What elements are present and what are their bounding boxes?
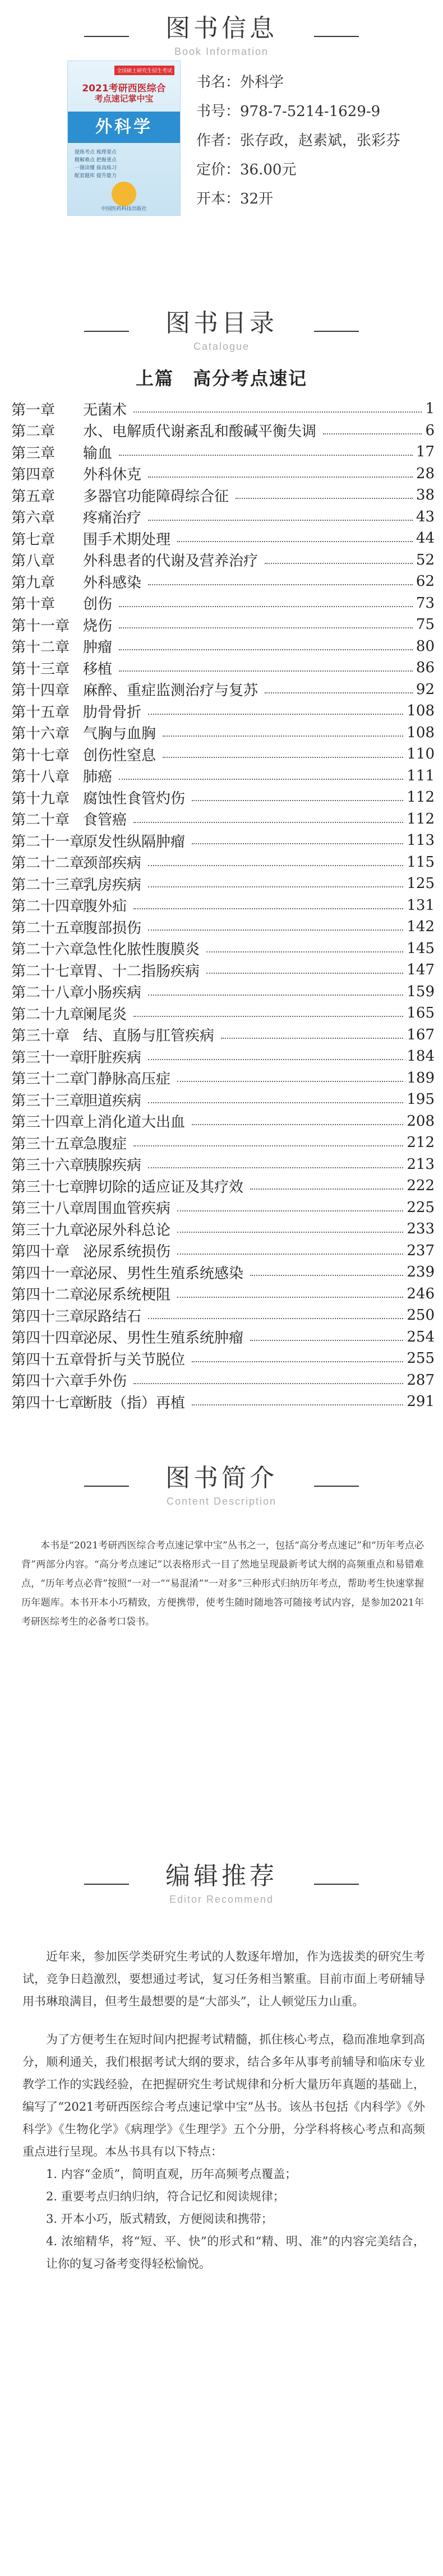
toc-chapter-title: 泌尿外科总论 [83, 1222, 171, 1239]
toc-leader-dots [148, 1059, 403, 1060]
toc-page-number: 113 [407, 832, 435, 849]
toc-leader-dots [148, 865, 403, 866]
book-format: 开本：32开 [196, 191, 274, 207]
toc-chapter-number: 第九章 [11, 574, 56, 591]
toc-chapter-number: 第三十三章 [11, 1092, 85, 1109]
toc-row [11, 484, 435, 506]
toc-chapter-title: 急性化脓性腹膜炎 [83, 941, 200, 959]
recommend-item: 1. 内容“金质”，简明直观，历年高频考点覆盖； [46, 2167, 297, 2181]
toc-row [11, 1326, 435, 1348]
toc-leader-dots [206, 973, 403, 974]
toc-chapter-title: 腹外疝 [83, 898, 127, 915]
toc-row [11, 1218, 435, 1240]
toc-page-number: 92 [416, 681, 435, 698]
toc-chapter-title: 无菌术 [83, 401, 127, 419]
toc-chapter-title: 小肠疾病 [83, 984, 142, 1002]
toc-row [11, 1348, 435, 1370]
toc-chapter-number: 第二十二章 [11, 855, 85, 872]
toc-chapter-title: 烧伤 [83, 617, 113, 635]
toc-chapter-title: 上消化道大出血 [83, 1114, 186, 1131]
toc-leader-dots [250, 1188, 403, 1190]
toc-chapter-number: 第十七章 [11, 747, 70, 764]
toc-row [11, 830, 435, 852]
toc-chapter-title: 疼痛治疗 [83, 510, 142, 527]
toc-chapter-number: 第十三章 [11, 660, 70, 678]
recommend-paragraph: 为了方便考生在短时间内把握考试精髓，抓住核心考点，稳而准地拿到高分，顺利通关，我们根据考试大纲的要求，结合多年从事考前辅导和临床专业教学工作的实践经验，在把握研究生考试规律和分析大量历年真题的基础上，编写了“2021考研西医综合考点速记掌中宝”丛书。该丛书包括《内科学》《外科学》《生物化学》《病理学》《生理学》五个分册，分学科将核心考点和高频重点进行呈现。本丛书具有以下特点： [22, 2033, 425, 2158]
cover-seal-graphic [112, 182, 136, 206]
toc-row [11, 743, 435, 765]
book-info-header [0, 8, 443, 58]
toc-page-number: 110 [407, 746, 435, 763]
toc-chapter-title: 围手术期处理 [83, 531, 171, 548]
divider-right [314, 36, 359, 37]
toc-page-number: 165 [407, 1005, 435, 1022]
toc-page-number: 17 [416, 443, 435, 461]
toc-chapter-title: 麻醉、重症监测治疗与复苏 [83, 682, 259, 700]
toc-page-number: 115 [407, 853, 435, 871]
toc-chapter-title: 门静脉高压症 [83, 1071, 171, 1088]
toc-page-number: 167 [407, 1026, 435, 1043]
toc-row [11, 808, 435, 830]
toc-row [11, 1391, 435, 1413]
toc-row [11, 1132, 435, 1154]
toc-page-number: 291 [407, 1393, 435, 1410]
toc-leader-dots [148, 929, 403, 931]
book-authors: 作者：张存政，赵素斌，张彩芬 [196, 132, 401, 149]
toc-row [11, 852, 435, 873]
toc-page-number: 112 [407, 810, 435, 827]
toc-leader-dots [163, 757, 403, 758]
toc-chapter-title: 乳房疾病 [83, 876, 142, 894]
toc-leader-dots [148, 1102, 403, 1103]
toc-page-number: 75 [416, 616, 435, 633]
toc-leader-dots [148, 477, 413, 478]
toc-chapter-number: 第二十四章 [11, 898, 85, 915]
toc-leader-dots [119, 606, 413, 607]
toc-row [11, 1370, 435, 1391]
toc-leader-dots [265, 563, 413, 564]
toc-leader-dots [119, 779, 403, 780]
divider-right [314, 1486, 359, 1487]
toc-chapter-number: 第三十二章 [11, 1071, 85, 1088]
cover-badge: 全国硕士研究生招生考试 [114, 66, 174, 75]
toc-chapter-number: 第七章 [11, 531, 56, 548]
toc-page-number: 108 [407, 702, 435, 720]
toc-chapter-number: 第二十八章 [11, 984, 85, 1002]
toc-leader-dots [119, 455, 413, 456]
toc-chapter-number: 第三十八章 [11, 1200, 85, 1218]
toc-row [11, 1154, 435, 1176]
divider-right [314, 1884, 359, 1885]
toc-leader-dots [192, 1404, 403, 1405]
toc-page-number: 73 [416, 594, 435, 612]
toc-page-number: 222 [407, 1177, 435, 1195]
toc-row [11, 506, 435, 528]
toc-row [11, 873, 435, 895]
toc-chapter-title: 脾切除的适应证及其疗效 [83, 1178, 244, 1196]
toc-page-number: 208 [407, 1112, 435, 1130]
toc-row [11, 765, 435, 787]
toc-leader-dots [119, 627, 413, 628]
table-of-contents [11, 398, 435, 1413]
toc-page-number: 225 [407, 1199, 435, 1216]
divider-right [314, 331, 359, 332]
toc-page-number: 80 [416, 637, 435, 655]
toc-row [11, 1175, 435, 1197]
toc-row [11, 528, 435, 549]
toc-row [11, 1002, 435, 1024]
toc-row [11, 636, 435, 658]
toc-chapter-title: 原发性纵隔肿瘤 [83, 833, 186, 850]
toc-chapter-number: 第六章 [11, 510, 56, 527]
toc-page-number: 255 [407, 1350, 435, 1367]
toc-chapter-title: 肝脏疾病 [83, 1049, 142, 1066]
toc-chapter-number: 第二十七章 [11, 963, 85, 980]
toc-chapter-title: 水、电解质代谢紊乱和酸碱平衡失调 [83, 423, 317, 441]
toc-leader-dots [265, 692, 413, 693]
recommend-item: 3. 开本小巧，版式精致，方便阅读和携带； [46, 2212, 273, 2226]
toc-leader-dots [192, 1124, 403, 1125]
toc-page-number: 184 [407, 1048, 435, 1065]
toc-chapter-title: 移植 [83, 660, 113, 678]
toc-row [11, 981, 435, 1003]
divider-left [84, 1486, 129, 1487]
toc-leader-dots [177, 1254, 403, 1255]
toc-leader-dots [206, 951, 403, 952]
toc-page-number: 212 [407, 1134, 435, 1151]
toc-chapter-number: 第十八章 [11, 769, 70, 786]
toc-page-number: 189 [407, 1069, 435, 1086]
toc-chapter-number: 第四十五章 [11, 1351, 85, 1368]
toc-page-number: 254 [407, 1328, 435, 1345]
toc-row [11, 1111, 435, 1132]
toc-chapter-title: 骨折与关节脱位 [83, 1351, 186, 1368]
toc-row [11, 1046, 435, 1067]
divider-left [84, 36, 129, 37]
toc-chapter-number: 第四十四章 [11, 1330, 85, 1347]
toc-row [11, 571, 435, 593]
toc-chapter-number: 第三十一章 [11, 1049, 85, 1066]
toc-chapter-number: 第十章 [11, 596, 56, 613]
toc-row [11, 657, 435, 679]
toc-leader-dots [133, 1383, 403, 1384]
toc-leader-dots [148, 995, 403, 996]
toc-row [11, 895, 435, 917]
toc-chapter-title: 气胸与血胸 [83, 725, 156, 743]
toc-row [11, 398, 435, 420]
toc-chapter-number: 第四十七章 [11, 1394, 85, 1412]
cover-bullet: 配套题库 提升能力 [75, 173, 117, 179]
toc-leader-dots [323, 433, 422, 434]
toc-row [11, 700, 435, 722]
toc-row [11, 420, 435, 442]
toc-chapter-number: 第四十六章 [11, 1373, 85, 1390]
toc-row [11, 679, 435, 701]
toc-chapter-number: 第八章 [11, 553, 56, 570]
toc-chapter-number: 第三章 [11, 445, 56, 462]
toc-leader-dots [148, 714, 403, 715]
section-title: 图书简介 [165, 1464, 278, 1492]
toc-row [11, 441, 435, 463]
section-title: 图书信息 [165, 14, 278, 43]
toc-page-number: 213 [407, 1155, 435, 1173]
toc-page-number: 62 [416, 573, 435, 590]
recommend-item: 2. 重要考点归纳归纳，符合记忆和阅读规律； [46, 2190, 285, 2203]
toc-chapter-title: 肺癌 [83, 769, 113, 786]
toc-page-number: 112 [407, 789, 435, 806]
toc-page-number: 38 [416, 487, 435, 504]
toc-row [11, 1283, 435, 1305]
toc-leader-dots [148, 886, 403, 887]
toc-chapter-title: 胃、十二指肠疾病 [83, 963, 200, 980]
toc-leader-dots [236, 498, 413, 499]
divider-left [84, 331, 129, 332]
cover-title-line1: 2021考研西医综合 [82, 83, 166, 94]
toc-chapter-title: 胰腺疾病 [83, 1157, 142, 1174]
part-title: 上篇 高分考点速记 [135, 368, 307, 389]
toc-chapter-title: 阑尾炎 [83, 1006, 127, 1023]
divider-left [84, 1884, 129, 1885]
toc-page-number: 44 [416, 530, 435, 547]
toc-page-number: 159 [407, 983, 435, 1000]
toc-leader-dots [133, 1145, 403, 1146]
toc-chapter-number: 第一章 [11, 401, 56, 419]
toc-chapter-number: 第十六章 [11, 725, 70, 743]
toc-chapter-title: 腹部损伤 [83, 919, 142, 937]
toc-chapter-number: 第十四章 [11, 682, 70, 700]
toc-page-number: 43 [416, 508, 435, 525]
toc-chapter-number: 第三十四章 [11, 1114, 85, 1131]
toc-leader-dots [119, 670, 413, 672]
toc-chapter-number: 第二十五章 [11, 919, 85, 937]
toc-row [11, 1067, 435, 1089]
toc-chapter-title: 外科感染 [83, 574, 142, 591]
toc-row [11, 1261, 435, 1283]
toc-page-number: 237 [407, 1242, 435, 1259]
toc-leader-dots [163, 736, 403, 737]
intro-text: 本书是“2021考研西医综合考点速记掌中宝”丛书之一，包括“高分考点速记”和“历年考点必背”两部分内容。“高分考点速记”以表格形式一目了然地呈现最新考试大纲的高频重点和易错难点，“历年考点必背”按照“一对一”“易混淆”“一对多”三种形式归纳历年考点，帮助考生快速掌握历年题库。本书开本小巧精致，方便携带，使考生随时随地答可随接考试内容，是参加2021年考研医综考生的必备考口袋书。 [21, 1540, 424, 1627]
toc-leader-dots [148, 1167, 403, 1168]
toc-leader-dots [192, 843, 403, 844]
cover-publisher: 中国医药科技出版社 [101, 206, 147, 212]
toc-chapter-title: 外科休克 [83, 466, 142, 484]
toc-chapter-title: 创伤性窒息 [83, 747, 156, 764]
toc-chapter-number: 第四十三章 [11, 1308, 85, 1325]
toc-leader-dots [148, 1318, 403, 1319]
cover-title-line2: 考点速记掌中宝 [94, 94, 154, 104]
toc-chapter-number: 第十一章 [11, 617, 70, 635]
toc-chapter-number: 第三十七章 [11, 1178, 85, 1196]
toc-row [11, 959, 435, 981]
toc-chapter-title: 外科患者的代谢及营养治疗 [83, 553, 259, 570]
toc-page-number: 86 [416, 659, 435, 677]
toc-page-number: 28 [416, 465, 435, 482]
toc-row [11, 1240, 435, 1262]
recommend-header [0, 1856, 443, 1906]
book-isbn: 书号：978-7-5214-1629-9 [196, 103, 381, 120]
toc-chapter-number: 第二十六章 [11, 941, 85, 959]
toc-page-number: 287 [407, 1371, 435, 1389]
toc-chapter-number: 第五章 [11, 488, 56, 505]
toc-row [11, 463, 435, 485]
toc-page-number: 6 [425, 422, 435, 439]
toc-leader-dots [177, 1232, 403, 1233]
toc-leader-dots [250, 1340, 403, 1341]
toc-page-number: 131 [407, 896, 435, 914]
intro-header [0, 1458, 443, 1507]
toc-row [11, 1197, 435, 1219]
book-name: 书名：外科学 [196, 74, 284, 91]
toc-chapter-title: 断肢（指）再植 [83, 1394, 186, 1412]
toc-page-number: 52 [416, 551, 435, 568]
section-subtitle: Catalogue [193, 341, 250, 352]
toc-chapter-number: 第四十章 [11, 1243, 70, 1261]
section-subtitle: Content Description [166, 1496, 277, 1507]
toc-page-number: 147 [407, 961, 435, 979]
toc-leader-dots [119, 649, 413, 650]
toc-chapter-number: 第二十章 [11, 812, 70, 829]
toc-row [11, 787, 435, 808]
toc-chapter-title: 结、直肠与肛管疾病 [83, 1028, 215, 1045]
toc-chapter-title: 尿路结石 [83, 1308, 142, 1325]
toc-chapter-title: 胆道疾病 [83, 1092, 142, 1109]
toc-chapter-title: 输血 [83, 445, 113, 462]
toc-chapter-number: 第三十五章 [11, 1135, 85, 1153]
toc-row [11, 722, 435, 744]
toc-chapter-number: 第十五章 [11, 704, 70, 721]
toc-leader-dots [148, 584, 413, 585]
toc-chapter-number: 第二章 [11, 423, 56, 441]
toc-chapter-title: 周围血管疾病 [83, 1200, 171, 1218]
toc-leader-dots [133, 411, 422, 413]
cover-bullet: 精解难点 把握重点 [75, 158, 117, 163]
toc-leader-dots [250, 1275, 403, 1276]
toc-header [0, 303, 443, 353]
toc-leader-dots [148, 520, 413, 521]
toc-chapter-title: 泌尿、男性生殖系统感染 [83, 1265, 244, 1282]
toc-chapter-number: 第四十二章 [11, 1287, 85, 1304]
toc-chapter-title: 泌尿系统损伤 [83, 1243, 171, 1261]
toc-chapter-number: 第二十一章 [11, 833, 85, 850]
recommend-body [22, 1945, 425, 2275]
toc-row [11, 1305, 435, 1326]
toc-leader-dots [177, 1081, 403, 1082]
toc-chapter-number: 第三十九章 [11, 1222, 85, 1239]
toc-page-number: 250 [407, 1307, 435, 1324]
toc-row [11, 938, 435, 960]
toc-page-number: 239 [407, 1264, 435, 1281]
toc-row [11, 916, 435, 938]
toc-page-number: 1 [425, 400, 435, 418]
toc-leader-dots [133, 908, 403, 909]
book-cover-image [67, 61, 181, 216]
toc-chapter-number: 第二十九章 [11, 1006, 85, 1023]
toc-chapter-title: 肋骨骨折 [83, 704, 142, 721]
toc-chapter-title: 颈部疾病 [83, 855, 142, 872]
toc-chapter-number: 第十二章 [11, 639, 70, 656]
toc-page-number: 108 [407, 724, 435, 741]
toc-chapter-title: 创伤 [83, 596, 113, 613]
toc-leader-dots [177, 1297, 403, 1298]
toc-page-number: 125 [407, 875, 435, 892]
toc-page-number: 111 [407, 767, 435, 784]
toc-row [11, 593, 435, 614]
toc-row [11, 1089, 435, 1111]
toc-leader-dots [177, 1210, 403, 1211]
cover-bullet: 提炼考点 梳理要点 [75, 150, 117, 155]
toc-chapter-title: 泌尿系统梗阻 [83, 1287, 171, 1304]
toc-page-number: 195 [407, 1091, 435, 1108]
toc-leader-dots [221, 1038, 403, 1039]
toc-leader-dots [133, 822, 403, 823]
toc-chapter-title: 多器官功能障碍综合征 [83, 488, 229, 505]
toc-chapter-title: 泌尿、男性生殖系统肿瘤 [83, 1330, 244, 1347]
cover-band-title: 外科学 [68, 112, 180, 143]
recommend-item: 4. 浓缩精华，将“短、平、快”的形式和“精、明、准”的内容完美结合，让你的复习备考变得轻松愉悦。 [46, 2235, 425, 2270]
book-price: 定价：36.00元 [196, 161, 297, 178]
toc-chapter-number: 第十九章 [11, 790, 70, 807]
toc-chapter-number: 第四十一章 [11, 1265, 85, 1282]
recommend-paragraph: 近年来，参加医学类研究生考试的人数逐年增加，作为选拔类的研究生考试，竞争日趋激烈，要想通过考试，复习任务相当繁重。目前市面上考研辅导用书琳琅满目，但考生最想要的是“大部头”，让人顿觉压力山重。 [22, 1950, 425, 2008]
toc-chapter-number: 第二十三章 [11, 876, 85, 894]
toc-row [11, 549, 435, 571]
section-title: 图书目录 [165, 309, 278, 337]
toc-page-number: 142 [407, 918, 435, 936]
section-subtitle: Book Information [174, 46, 269, 57]
toc-chapter-number: 第四章 [11, 466, 56, 484]
cover-bullets [75, 149, 117, 180]
toc-chapter-title: 急腹症 [83, 1135, 127, 1153]
toc-page-number: 145 [407, 940, 435, 957]
toc-chapter-number: 第三十章 [11, 1028, 70, 1045]
cover-bullet: 一图读懂 拔高练习 [75, 165, 117, 171]
toc-page-number: 246 [407, 1285, 435, 1302]
toc-leader-dots [192, 1361, 403, 1362]
toc-row [11, 1024, 435, 1046]
section-title: 编辑推荐 [165, 1862, 278, 1890]
toc-leader-dots [133, 1016, 403, 1017]
toc-chapter-title: 食管癌 [83, 812, 127, 829]
toc-page-number: 233 [407, 1220, 435, 1238]
toc-chapter-title: 手外伤 [83, 1373, 127, 1390]
toc-leader-dots [177, 541, 413, 542]
section-subtitle: Editor Recommend [169, 1894, 274, 1905]
toc-leader-dots [192, 800, 403, 801]
toc-row [11, 614, 435, 636]
toc-chapter-number: 第三十六章 [11, 1157, 85, 1174]
toc-chapter-title: 肿瘤 [83, 639, 113, 656]
toc-chapter-title: 腐蚀性食管灼伤 [83, 790, 186, 807]
